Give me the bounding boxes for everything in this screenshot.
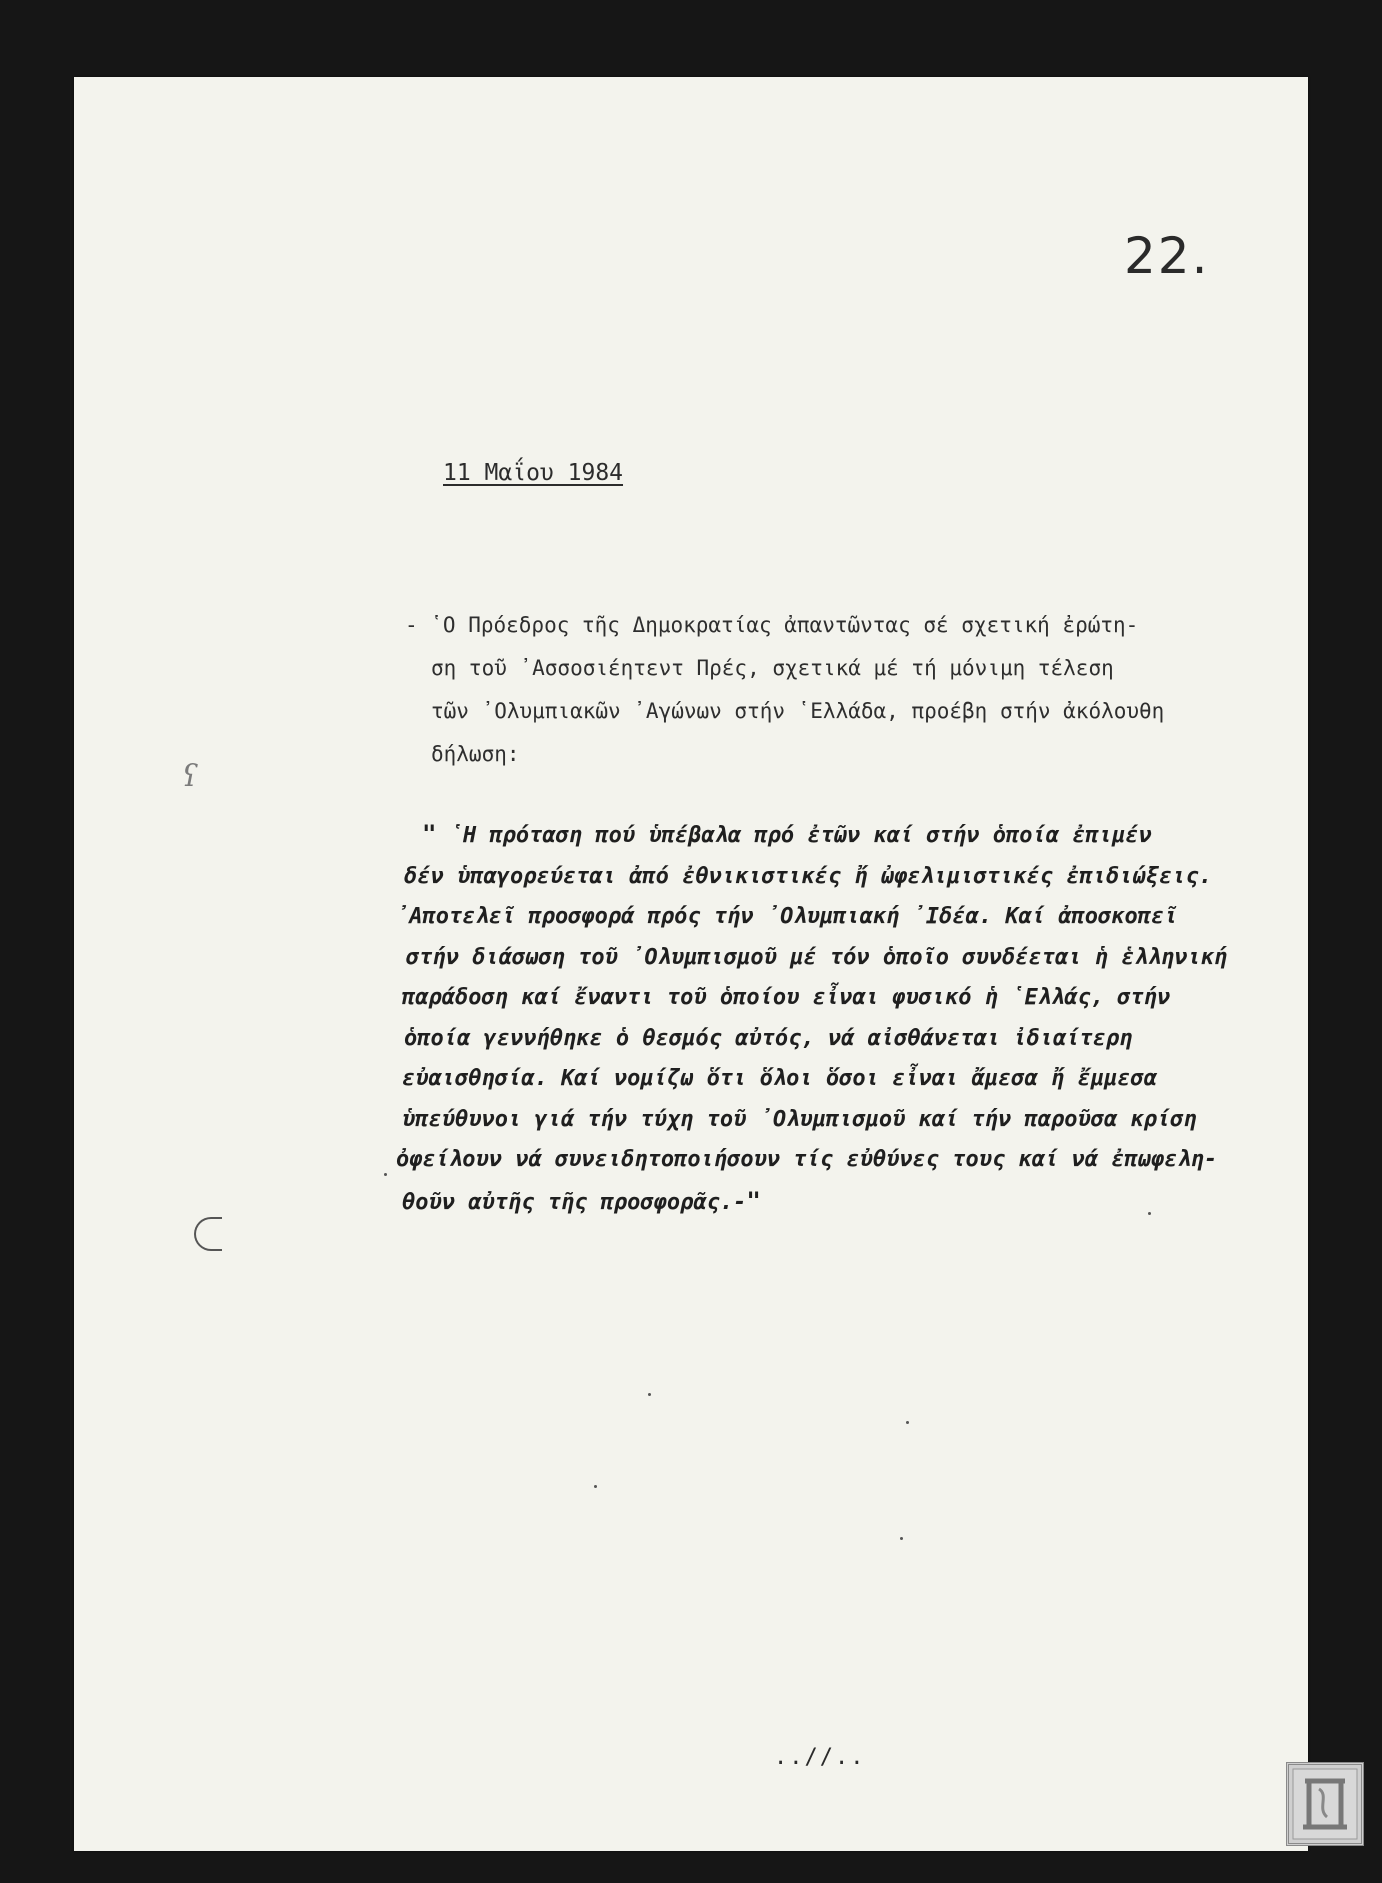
intro-paragraph [405,604,1325,776]
continuation-mark: ..//.. [774,1745,866,1770]
quote-line: παράδοση καί ἔναντι τοῦ ὁποίου εἶναι φυσικό ἡ ῾Ελλάς, στήν [402,985,1171,1010]
intro-line: - ῾Ο Πρόεδρος τῆς Δημοκρατίας ἀπαντῶντας σέ σχετική ἐρώτη- [405,613,1139,637]
close-quote-mark: " [746,1186,761,1215]
ink-speck [594,1485,597,1488]
quote-line: ὑπεύθυνοι γιά τήν τύχη τοῦ ᾿Ολυμπισμοῦ καί τήν παροῦσα κρίση [402,1106,1197,1132]
document-date: 11 Μαΐου 1984 [443,460,624,486]
archive-seal-icon [1286,1762,1364,1846]
intro-line: δήλωση: [431,742,520,766]
pencil-mark [194,1217,222,1251]
quote-line: δέν ὑπαγορεύεται ἀπό ἐθνικιστικές ἤ ὠφελιμιστικές ἐπιδιώξεις. [404,863,1212,889]
intro-line: ση τοῦ ᾿Ασσοσιέητεντ Πρές, σχετικά μέ τή μόνιμη τέλεση [431,656,1114,680]
document-page [74,77,1308,1851]
page-number: 22. [1124,227,1210,285]
quote-line: ὀφείλουν νά συνειδητοποιήσουν τίς εὐθύνες τους καί νά ἐπωφελη- [396,1147,1218,1172]
quote-line-text: θοῦν αὐτῆς τῆς προσφορᾶς.- [402,1189,747,1215]
open-quote-mark: " [422,820,437,848]
quote-line [422,814,1326,857]
statement-quote [396,814,1326,1223]
ink-speck [906,1421,909,1424]
quote-line: στήν διάσωση τοῦ ᾿Ολυμπισμοῦ μέ τόν ὁποῖο συνδέεται ἡ ἑλληνική [406,944,1228,970]
ink-speck [900,1537,903,1540]
quote-line [402,1181,1326,1224]
ink-speck [384,1173,387,1176]
ink-speck [1148,1212,1151,1215]
ink-speck [648,1393,651,1396]
pencil-mark: ʕ [182,759,199,794]
quote-line: ὁποία γεννήθηκε ὁ θεσμός αὐτός, νά αἰσθάνεται ἰδιαίτερη [404,1025,1133,1051]
quote-line: ᾿Αποτελεῖ προσφορά πρός τήν ᾿Ολυμπιακή ᾿Ιδέα. Καί ἀποσκοπεῖ [396,904,1178,929]
quote-line: εὐαισθησία. Καί νομίζω ὅτι ὅλοι ὅσοι εἶναι ἄμεσα ἤ ἔμμεσα [402,1066,1157,1091]
quote-line-text: ῾Η πρόταση πού ὑπέβαλα πρό ἐτῶν καί στήν ὁποία ἐπιμέν [449,823,1152,848]
intro-line: τῶν ᾿Ολυμπιακῶν ᾿Αγώνων στήν ῾Ελλάδα, προέβη στήν ἀκόλουθη [431,699,1165,723]
